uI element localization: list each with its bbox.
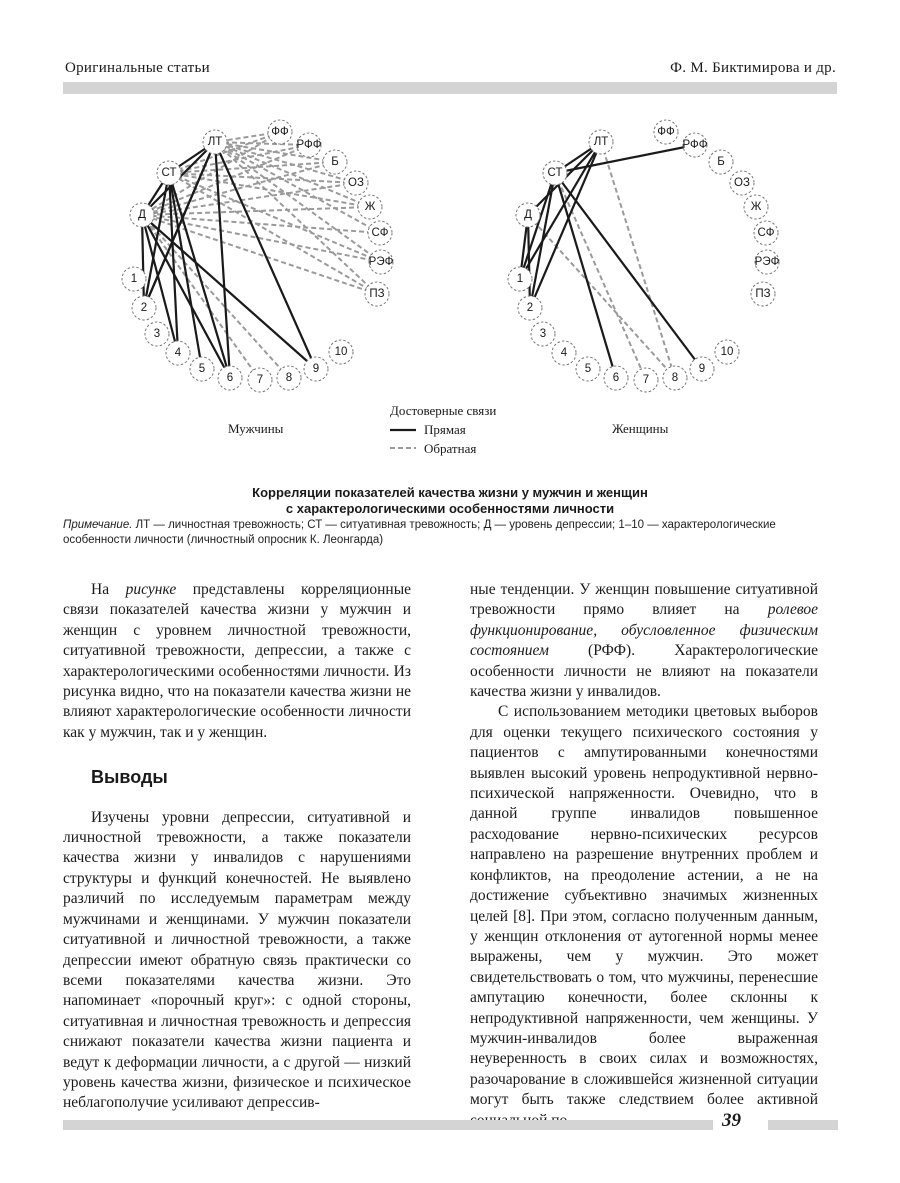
correlation-figure	[0, 110, 900, 480]
graph-node	[248, 368, 272, 392]
section-heading: Выводы	[91, 767, 168, 788]
inverse-correlation-edge	[215, 142, 377, 294]
graph-node	[682, 133, 707, 157]
graph-node	[754, 221, 778, 245]
svg-text:3: 3	[153, 328, 161, 340]
inverse-correlation-edge	[601, 142, 675, 378]
graph-node	[157, 161, 181, 185]
svg-text:СФ: СФ	[371, 227, 389, 239]
svg-text:Б: Б	[331, 156, 339, 168]
note-label: Примечание.	[63, 519, 133, 531]
graph-node	[296, 133, 321, 157]
graph-node	[744, 195, 768, 219]
svg-text:6: 6	[226, 372, 234, 384]
inverse-correlation-edge	[142, 215, 260, 380]
svg-text:РЭФ: РЭФ	[754, 256, 780, 268]
graph-node	[369, 250, 394, 274]
direct-correlation-edge	[142, 215, 144, 308]
svg-text:Д: Д	[138, 209, 146, 221]
graph-node	[130, 203, 154, 227]
women-correlation-graph	[508, 120, 780, 392]
graph-node	[751, 282, 775, 306]
men-correlation-graph	[122, 120, 394, 392]
men-label: Мужчины	[228, 421, 284, 436]
graph-node	[589, 130, 613, 154]
graph-node	[329, 340, 353, 364]
graph-node	[576, 357, 600, 381]
svg-text:7: 7	[256, 374, 264, 386]
direct-correlation-edge	[555, 173, 702, 369]
svg-text:Б: Б	[717, 156, 725, 168]
paragraph: С использованием методики цветовых выборов для оценки текущего психического состояния у пациентов с ампутированными конечностями выявлен высокий уровень непродуктивной нервно-психической напряженности. Очевидно, что в данной группе инвалидов повышенное расходование нервно-психических ресурсов направлено на разрешение внутренних проблем и конфликтов, на преодоление астении, а не на достижение субъективно значимых жизненных целей [8]. При этом, согласно полученным данным, у женщин отклонения от аутогенной нормы менее выражены, чем у мужчин. Это может свидетельствовать о том, что мужчины, перенесшие ампутацию конечности, более склонны к непродуктивной напряженности, чем женщины. У мужчин-инвалидов более выраженная неуверенность в своих силах и возможностях, разочарование в сложившейся жизненной ситуации могут быть также следствием более активной	[470, 703, 818, 1109]
svg-text:2: 2	[526, 302, 534, 314]
svg-text:ПЗ: ПЗ	[755, 288, 771, 300]
footer-rule-right	[768, 1120, 838, 1130]
graph-node	[190, 357, 214, 381]
graph-node	[365, 282, 389, 306]
svg-text:2: 2	[140, 302, 148, 314]
paragraph: ные тенденции. У женщин повышение ситуативной тревожности прямо влияет на ролевое функционирование, обусловленное физическим состоянием (РФФ). Характерологические особенности личности не влияют на показатели качества жизни у инвалидов.	[470, 581, 818, 701]
graph-node	[203, 130, 227, 154]
graph-node	[604, 366, 628, 390]
running-header-authors: Ф. М. Биктимирова и др.	[670, 60, 836, 76]
graph-node	[730, 171, 754, 195]
graph-node	[663, 366, 687, 390]
svg-text:7: 7	[642, 374, 650, 386]
legend-title: Достоверные связи	[390, 403, 497, 418]
graph-node	[516, 203, 540, 227]
svg-text:ЛТ: ЛТ	[593, 136, 609, 148]
graph-node	[132, 296, 156, 320]
svg-text:8: 8	[285, 372, 293, 384]
svg-text:ОЗ: ОЗ	[348, 177, 364, 189]
graph-node	[358, 195, 382, 219]
graph-node	[323, 150, 347, 174]
svg-text:9: 9	[312, 363, 320, 375]
svg-text:Д: Д	[524, 209, 532, 221]
direct-correlation-edge	[528, 215, 530, 308]
note-text: ЛТ — личностная тревожность; СТ — ситуативная тревожность; Д — уровень депрессии; 1–10 — характерологические особенности личности (личностный опросник К. Леонгарда)	[63, 519, 776, 546]
graph-node	[218, 366, 242, 390]
caption-line-1: Корреляции показателей качества жизни у мужчин и женщин	[252, 485, 648, 500]
svg-text:ФФ: ФФ	[271, 126, 289, 138]
svg-text:5: 5	[198, 363, 206, 375]
header-rule	[63, 82, 837, 94]
inverse-correlation-edge	[528, 215, 675, 378]
svg-text:Ж: Ж	[364, 201, 376, 213]
svg-text:1: 1	[130, 273, 138, 285]
svg-text:4: 4	[174, 347, 182, 359]
svg-text:ФФ: ФФ	[657, 126, 675, 138]
svg-text:5: 5	[584, 363, 592, 375]
graph-node	[268, 120, 292, 144]
svg-text:1: 1	[516, 273, 524, 285]
svg-text:3: 3	[539, 328, 547, 340]
page-number: 39	[722, 1110, 741, 1131]
footer-rule	[63, 1120, 713, 1130]
paragraph: Изучены уровни депрессии, ситуативной и личностной тревожности, а также показатели качества жизни у инвалидов с нарушениями структуры и функций конечностей. Не выявлено различий по исследуемым параметрам между мужчинами и женщинами. У мужчин показатели ситуативной и личностной тревожности, а также депрессии имеют обратную связь практически со всеми показателями качества жизни. Это напоминает «порочный круг»: с одной стороны, ситуативная и личностная тревожность и депрессия снижают показатели качества жизни пациента и ведут к деформации личности, а с другой — низкий уровень качества жизни, физическое и психическое неблагополучие усиливают депрессив-	[63, 808, 411, 1112]
graph-node	[654, 120, 678, 144]
svg-text:9: 9	[698, 363, 706, 375]
graph-node	[304, 357, 328, 381]
right-column	[470, 580, 818, 1131]
graph-node	[518, 296, 542, 320]
svg-text:10: 10	[720, 346, 734, 358]
graph-node	[122, 267, 146, 291]
svg-text:РФФ: РФФ	[296, 139, 322, 151]
svg-text:8: 8	[671, 372, 679, 384]
graph-node	[508, 267, 532, 291]
graph-node	[368, 221, 392, 245]
graph-node	[755, 250, 780, 274]
svg-text:4: 4	[560, 347, 568, 359]
paragraph: На рисунке представлены корреляционные связи показателей качества жизни у мужчин и женщин с уровнем личностной тревожности, ситуативной тревожности, депрессии, а также с характерологическими особенностями личности. Из рисунка видно, что на показатели качества жизни не влияют характерологические особенности личности как у мужчин, так и у женщин.	[63, 581, 411, 741]
graph-node	[552, 341, 576, 365]
legend-direct-label: Прямая	[424, 422, 466, 437]
caption-line-2: с характерологическими особенностями личности	[285, 501, 615, 516]
graph-node	[709, 150, 733, 174]
left-column	[63, 580, 411, 1114]
graph-node	[690, 357, 714, 381]
running-header-section: Оригинальные статьи	[65, 60, 210, 76]
svg-text:ЛТ: ЛТ	[207, 136, 223, 148]
direct-correlation-edge	[215, 142, 230, 378]
legend-inverse-label: Обратная	[424, 441, 477, 456]
svg-text:РЭФ: РЭФ	[368, 256, 394, 268]
graph-node	[531, 322, 555, 346]
graph-node	[543, 161, 567, 185]
graph-node	[344, 171, 368, 195]
svg-text:Ж: Ж	[750, 201, 762, 213]
figure-caption	[63, 485, 837, 517]
direct-correlation-edge	[215, 142, 316, 369]
svg-text:10: 10	[334, 346, 348, 358]
svg-text:ОЗ: ОЗ	[734, 177, 750, 189]
graph-node	[715, 340, 739, 364]
svg-text:СФ: СФ	[757, 227, 775, 239]
svg-text:6: 6	[612, 372, 620, 384]
graph-node	[166, 341, 190, 365]
graph-node	[634, 368, 658, 392]
svg-text:РФФ: РФФ	[682, 139, 708, 151]
svg-text:ПЗ: ПЗ	[369, 288, 385, 300]
svg-text:СТ: СТ	[547, 167, 563, 179]
graph-node	[277, 366, 301, 390]
figure-note	[63, 518, 837, 548]
graph-node	[145, 322, 169, 346]
women-label: Женщины	[612, 421, 669, 436]
svg-text:СТ: СТ	[161, 167, 177, 179]
